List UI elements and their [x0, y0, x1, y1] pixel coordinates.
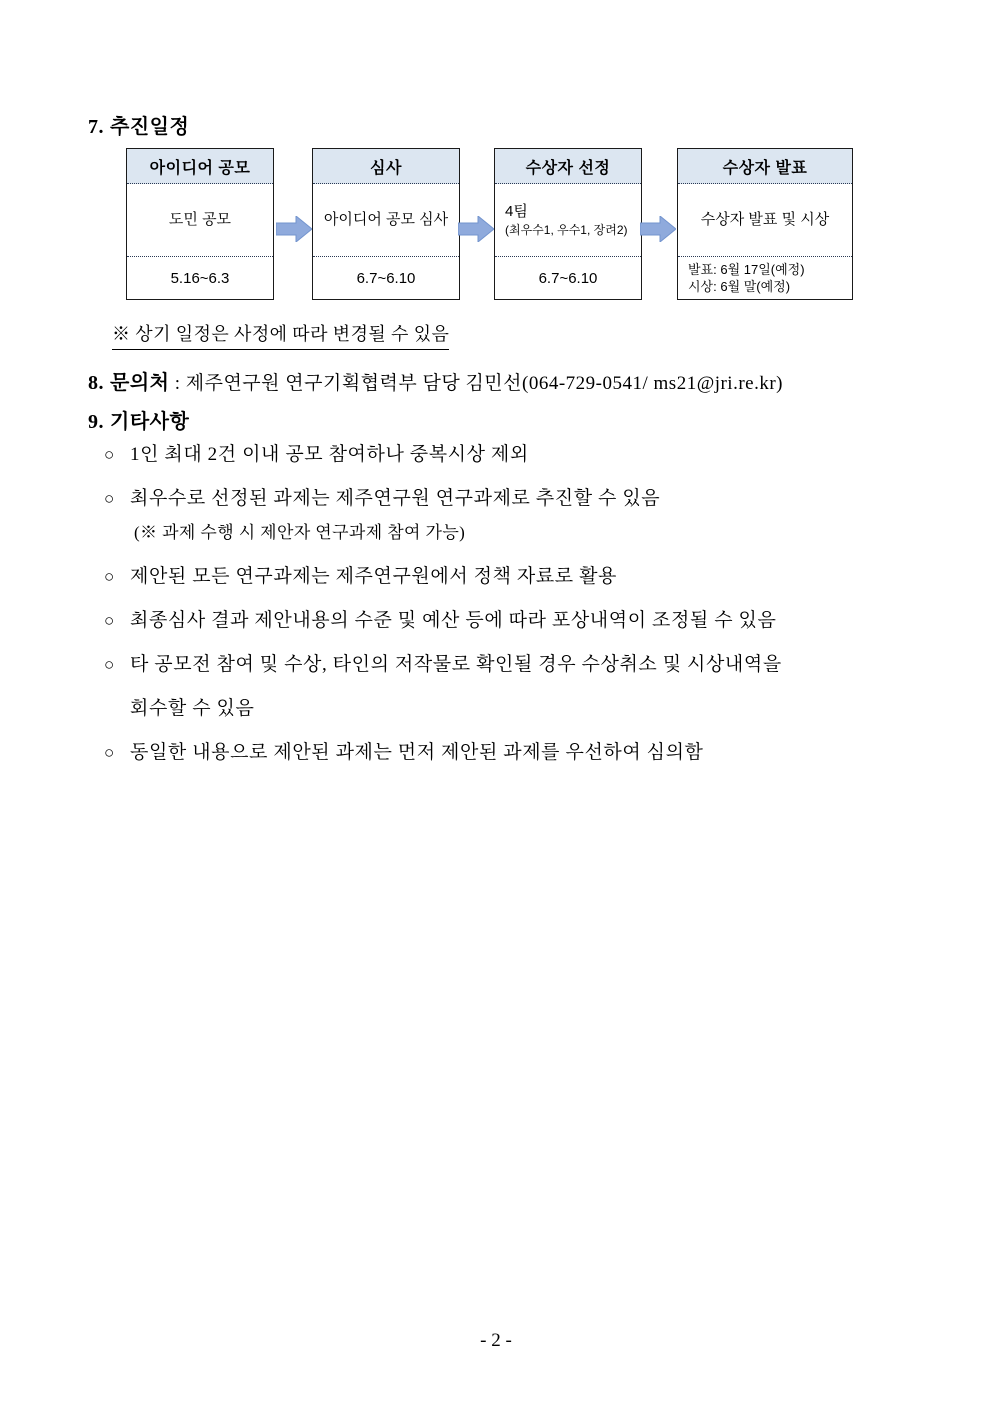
- section-7-heading: [88, 110, 189, 139]
- schedule-flow-diagram: [126, 148, 866, 308]
- bullet-circle-icon: ○: [104, 567, 115, 586]
- list-item-subnote: (※ 과제 수행 시 제안자 연구과제 참여 가능): [134, 523, 466, 542]
- flow-step-1: [126, 148, 274, 300]
- bullet-circle-icon: ○: [104, 611, 115, 630]
- right-arrow-icon: [276, 216, 312, 242]
- flow-step-1-body-text: 도민 공모: [168, 210, 232, 228]
- list-item: [104, 484, 934, 514]
- flow-step-1-date: [127, 257, 273, 300]
- flow-step-4-body-text: 수상자 발표 및 시상: [700, 210, 830, 228]
- section-7-number: 7.: [88, 116, 104, 138]
- flow-step-3-date-text: 6.7~6.10: [538, 269, 598, 287]
- section-8-number: 8.: [88, 372, 104, 394]
- section-8-contact-detail: : 제주연구원 연구기획협력부 담당 김민선(064-729-0541/ ms21@jri.re.kr): [169, 373, 783, 394]
- list-item: [104, 440, 934, 470]
- section-8-title: 문의처: [110, 372, 170, 394]
- flow-step-3-body-subtext: (최우수1, 우수1, 장려2): [505, 223, 628, 238]
- flow-step-4-body: [678, 184, 852, 257]
- flow-step-4-title: 수상자 발표: [678, 149, 852, 184]
- right-arrow-icon: [458, 216, 494, 242]
- flow-step-4-date: [678, 257, 852, 300]
- section-9-heading: [88, 405, 189, 434]
- list-item-text: 최우수로 선정된 과제는 제주연구원 연구과제로 추진할 수 있음: [130, 488, 661, 509]
- flow-step-2-date: [313, 257, 459, 300]
- flow-step-2-body-text: 아이디어 공모 심사: [323, 210, 449, 228]
- flow-step-2-date-text: 6.7~6.10: [356, 269, 416, 287]
- flow-step-3-date: [495, 257, 641, 300]
- flow-step-3: [494, 148, 642, 300]
- flow-step-4-date-text: 발표: 6월 17일(예정): [688, 261, 805, 277]
- schedule-note: ※ 상기 일정은 사정에 따라 변경될 수 있음: [112, 320, 449, 350]
- flow-step-4: [677, 148, 853, 300]
- flow-step-1-date-text: 5.16~6.3: [170, 269, 230, 287]
- flow-step-2-title: 심사: [313, 149, 459, 184]
- flow-step-4-date-subtext: 시상: 6월 말(예정): [688, 278, 791, 294]
- list-item-text: 제안된 모든 연구과제는 제주연구원에서 정책 자료로 활용: [130, 566, 617, 587]
- right-arrow-icon: [640, 216, 676, 242]
- section-9-title: 기타사항: [110, 411, 190, 433]
- list-item: [104, 606, 934, 636]
- list-item-text: 타 공모전 참여 및 수상, 타인의 저작물로 확인될 경우 수상취소 및 시상내역을: [130, 654, 782, 675]
- bullet-circle-icon: ○: [104, 743, 115, 762]
- page-number: - 2 -: [480, 1330, 512, 1351]
- bullet-circle-icon: ○: [104, 655, 115, 674]
- section-8-heading: [88, 366, 783, 395]
- flow-step-3-body-text: 4팀: [505, 202, 528, 220]
- list-item: [104, 738, 934, 768]
- flow-step-1-body: [127, 184, 273, 257]
- flow-step-3-title: 수상자 선정: [495, 149, 641, 184]
- section-7-title: 추진일정: [110, 116, 190, 138]
- list-item-text: 1인 최대 2건 이내 공모 참여하나 중복시상 제외: [130, 444, 529, 465]
- list-item-text: 동일한 내용으로 제안된 과제는 먼저 제안된 과제를 우선하여 심의함: [130, 742, 704, 763]
- flow-step-2: [312, 148, 460, 300]
- list-item-text: 최종심사 결과 제안내용의 수준 및 예산 등에 따라 포상내역이 조정될 수 있음: [130, 610, 777, 631]
- bullet-circle-icon: ○: [104, 445, 115, 464]
- section-9-number: 9.: [88, 411, 104, 433]
- list-item: [104, 562, 934, 592]
- list-item: [104, 650, 934, 680]
- flow-step-1-title: 아이디어 공모: [127, 149, 273, 184]
- list-item-continuation: 회수할 수 있음: [130, 698, 255, 719]
- flow-step-3-body: [495, 184, 641, 257]
- flow-step-2-body: [313, 184, 459, 257]
- bullet-circle-icon: ○: [104, 489, 115, 508]
- other-matters-list: [104, 440, 934, 782]
